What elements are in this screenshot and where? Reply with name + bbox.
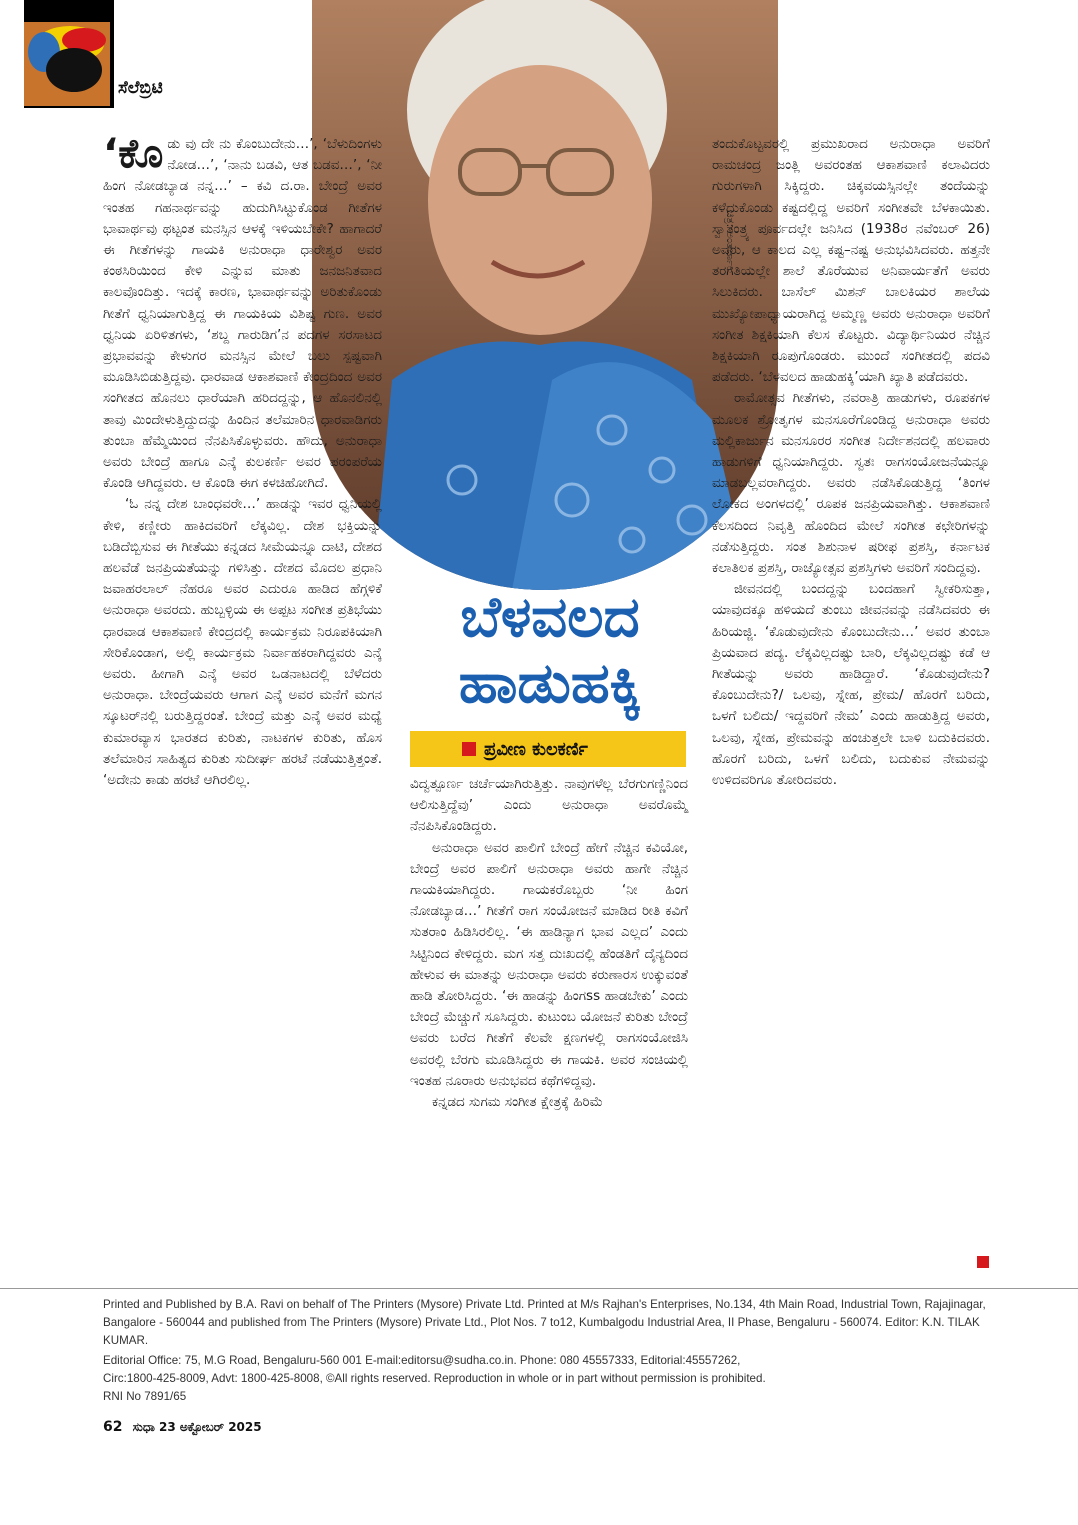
imprint-line: Printed and Published by B.A. Ravi on behalf of The Printers (Mysore) Private Ltd. Printed at M/s Rajhan's Enterprises, No.134, 4th Main Road, Industrial Town, Rajajinagar, Bangalore - 560044 and published from The Printers (Mysore) Private Ltd., Plot Nos. 7 to12, Kumbalgodu Industrial Area, II Phase, Bengaluru - 560074. Editor: K.N. TILAK KUMAR. — [103, 1298, 986, 1347]
logo-graphic — [24, 22, 114, 108]
imprint — [103, 1296, 991, 1406]
paragraph: ಕನ್ನಡದ ಸುಗಮ ಸಂಗೀತ ಕ್ಷೇತ್ರಕ್ಕೆ ಹಿರಿಮೆ — [432, 1094, 604, 1111]
issue-info: ಸುಧಾ 23 ಅಕ್ಟೋಬರ್ 2025 — [132, 1420, 262, 1434]
byline-marker — [462, 742, 476, 756]
lead-text: ಡು ವು ದೇ ನು ಕೊಂಬುದೇನು…’, ‘ಬೆಳುದಿಂಗಳು ನೋಡ…’, ‘ನಾನು ಬಡವಿ, ಆತ ಬಡವ…’, ‘ನೀ ಹಿಂಗ ನೋಡಬ್ಯಾಡ ನನ್ನ…’ – ಕವಿ ದ.ರಾ. ಬೇಂದ್ರೆ ಅವರ ಇಂತಹ ಗಹನಾರ್ಥವನ್ನು ಹುದುಗಿಸಿಟ್ಟುಕೊಂಡ ಗೀತೆಗಳ ಭಾವಾರ್ಥವು ಥಟ್ಟಂತ ಮನಸ್ಸಿನ ಆಳಕ್ಕೆ ಇಳಿಯಬೇಕೇ? ಹಾಗಾದರೆ ಈ ಗೀತೆಗಳನ್ನು ಗಾಯಕಿ ಅನುರಾಧಾ ಧಾರೇಶ್ವರ ಅವರ ಕಂಠಸಿರಿಯಿಂದ ಕೇಳಿ ಎನ್ನುವ ಮಾತು ಜನಜನಿತವಾದ ಕಾಲವೊಂದಿತ್ತು. ಇದಕ್ಕೆ ಕಾರಣ, ಭಾವಾರ್ಥವನ್ನು ಅರಿತುಕೊಂಡು ಗೀತೆಗೆ ಧ್ವನಿಯಾಗುತ್ತಿದ್ದ ಈ ಗಾಯಕಿಯ ವಿಶಿಷ್ಟ ಗುಣ. ಅವರ ಧ್ವನಿಯ ಏರಿಳಿತಗಳು, ‘ಶಬ್ದ ಗಾರುಡಿಗ’ನ ಪದಗಳ ಸರಸಾಟದ ಪ್ರಭಾವವನ್ನು ಕೇಳುಗರ ಮನಸ್ಸಿನ ಮೇಲೆ ಬಲು ಸ್ಪಷ್ಟವಾಗಿ ಮೂಡಿಸಿಬಿಡುತ್ತಿದ್ದವು. ಧಾರವಾಡ ಆಕಾಶವಾಣಿ ಕೇಂದ್ರದಿಂದ ಅವರ ಸಂಗೀತದ ಹೊನಲು ಧಾರೆಯಾಗಿ ಹರಿದದ್ದನ್ನು, ಆ ಹೊನಲಿನಲ್ಲಿ ತಾವು ಮಿಂದೇಳುತ್ತಿದ್ದುದನ್ನು ಹಿಂದಿನ ತಲೆಮಾರಿನ ಧಾರವಾಡಿಗರು ತುಂಬಾ ಹೆಮ್ಮೆಯಿಂದ ನೆನಪಿಸಿಕೊಳ್ಳುವರು. ಹೌದು, ಅನುರಾಧಾ ಅವರು ಬೇಂದ್ರೆ ಹಾಗೂ ಎನ್ಕೆ ಕುಲಕರ್ಣಿ ಅವರ ಪರಂಪರೆಯ ಕೊಂಡಿ ಆಗಿದ್ದವರು. ಆ ಕೊಂಡಿ ಈಗ ಕಳಚಿಹೋಗಿದೆ. — [103, 136, 382, 492]
footer-rule — [0, 1288, 1078, 1289]
column-3 — [712, 134, 990, 791]
section-label: ಸೆಲೆಬ್ರಿಟಿ — [118, 78, 163, 98]
paragraph: ತಂದುಕೊಟ್ಟವರಲ್ಲಿ ಪ್ರಮುಖರಾದ ಅನುರಾಧಾ ಅವರಿಗೆ ರಾಮಚಂದ್ರ ಜಂತ್ಲಿ ಅವರಂತಹ ಆಕಾಶವಾಣಿ ಕಲಾವಿದರು ಗುರುಗಳಾಗಿ ಸಿಕ್ಕಿದ್ದರು. ಚಿಕ್ಕವಯಸ್ಸಿನಲ್ಲೇ ತಂದೆಯನ್ನು ಕಳೆದುಕೊಂಡು ಕಷ್ಟದಲ್ಲಿದ್ದ ಅವರಿಗೆ ಸಂಗೀತವೇ ಬೆಳಕಾಯಿತು. ಸ್ವಾತಂತ್ರ್ಯ ಪೂರ್ವದಲ್ಲೇ ಜನಿಸಿದ (1938ರ ನವೆಂಬರ್ 26) ಅವರು, ಆ ಕಾಲದ ಎಲ್ಲ ಕಷ್ಟ–ನಷ್ಟ ಅನುಭವಿಸಿದವರು. ಹತ್ತನೇ ತರಗತಿಯಲ್ಲೇ ಶಾಲೆ ತೊರೆಯುವ ಅನಿವಾರ್ಯತೆಗೆ ಅವರು ಸಿಲುಕಿದರು. ಬಾಸೆಲ್ ಮಿಶನ್ ಬಾಲಕಿಯರ ಶಾಲೆಯ ಮುಖ್ಯೋಪಾಧ್ಯಾಯರಾಗಿದ್ದ ಅಮ್ಮಣ್ಣ ಅವರು ಅನುರಾಧಾ ಅವರಿಗೆ ಸಂಗೀತ ಶಿಕ್ಷಕಿಯಾಗಿ ಕೆಲಸ ಕೊಟ್ಟರು. ವಿದ್ಯಾರ್ಥಿನಿಯರ ನೆಚ್ಚಿನ ಶಿಕ್ಷಕಿಯಾಗಿ ರೂಪುಗೊಂಡರು. ಮುಂದೆ ಸಂಗೀತದಲ್ಲಿ ಪದವಿ ಪಡೆದರು. ‘ಬೆಳವಲದ ಹಾಡುಹಕ್ಕಿ’ಯಾಗಿ ಖ್ಯಾತಿ ಪಡೆದವರು. — [712, 136, 990, 386]
byline-author: ಪ್ರವೀಣ ಕುಲಕರ್ಣಿ — [484, 738, 588, 760]
photo-credit: ಚಿತ್ರ: ಅಂತರ್ಜಾಲ — [724, 210, 737, 273]
drop-cap: ‘ಕೊ — [103, 131, 164, 177]
paragraph: ರಾಮೋತ್ಸವ ಗೀತೆಗಳು, ನವರಾತ್ರಿ ಹಾಡುಗಳು, ರೂಪಕಗಳ ಮೂಲಕ ಶ್ರೋತೃಗಳ ಮನಸೂರೆಗೊಂಡಿದ್ದ ಅನುರಾಧಾ ಅವರು ಮಲ್ಲಿಕಾರ್ಜುನ ಮನಸೂರರ ಸಂಗೀತ ನಿರ್ದೇಶನದಲ್ಲಿ ಹಲವಾರು ಹಾಡುಗಳಿಗೆ ಧ್ವನಿಯಾಗಿದ್ದರು. ಸ್ವತಃ ರಾಗಸಂಯೋಜನೆಯನ್ನೂ ಮಾಡಬಲ್ಲವರಾಗಿದ್ದರು. ಅವರು ನಡೆಸಿಕೊಡುತ್ತಿದ್ದ ‘ತಿಂಗಳ ಲೋಕದ ಅಂಗಳದಲ್ಲಿ’ ರೂಪಕ ಜನಪ್ರಿಯವಾಗಿತ್ತು. ಆಕಾಶವಾಣಿ ಕೆಲಸದಿಂದ ನಿವೃತ್ತಿ ಹೊಂದಿದ ಮೇಲೆ ಸಂಗೀತ ಕಛೇರಿಗಳನ್ನು ನಡೆಸುತ್ತಿದ್ದರು. ಸಂತ ಶಿಶುನಾಳ ಷರೀಫ ಪ್ರಶಸ್ತಿ, ಕರ್ನಾಟಕ ಕಲಾತಿಲಕ ಪ್ರಶಸ್ತಿ, ರಾಜ್ಯೋತ್ಸವ ಪ್ರಶಸ್ತಿಗಳು ಅವರಿಗೆ ಸಂದಿದ್ದವು. — [712, 390, 990, 577]
paragraph: ಜೀವನದಲ್ಲಿ ಬಂದದ್ದನ್ನು ಬಂದಹಾಗೆ ಸ್ವೀಕರಿಸುತ್ತಾ, ಯಾವುದಕ್ಕೂ ಹಳಿಯದೆ ತುಂಬು ಜೀವನವನ್ನು ನಡೆಸಿದವರು ಈ ಹಿರಿಯಜ್ಜಿ. ‘ಕೊಡುವುದೇನು ಕೊಂಬುದೇನು…’ ಅವರ ತುಂಬಾ ಪ್ರಿಯವಾದ ಪದ್ಯ. ಲೆಕ್ಕವಿಲ್ಲದಷ್ಟು ಬಾರಿ, ಲೆಕ್ಕವಿಲ್ಲದಷ್ಟು ಕಡೆ ಆ ಗೀತೆಯನ್ನು ಅವರು ಹಾಡಿದ್ದಾರೆ. ‘ಕೊಡುವುದೇನು? ಕೊಂಬುದೇನು?/ ಒಲವು, ಸ್ನೇಹ, ಪ್ರೇಮ/ ಹೊರಗೆ ಬರಿದು, ಒಳಗೆ ಬಲಿದು/ ಇದ್ದವರಿಗೆ ನೇಮ’ ಎಂದು ಹಾಡುತ್ತಿದ್ದ ಅವರು, ಒಲವು, ಸ್ನೇಹ, ಪ್ರೇಮವನ್ನು ಹಂಚುತ್ತಲೇ ಬಾಳಿ ಬದುಕಿದವರು. ಹೊರಗೆ ಬರಿದು, ಒಳಗೆ ಬಲಿದು, ಬದುಕುವ ನೇಮವನ್ನು ಉಳಿದವರಿಗೂ ತೋರಿದವರು. — [712, 581, 990, 789]
imprint-line: Editorial Office: 75, M.G Road, Bengaluru-560 001 E-mail:editorsu@sudha.co.in. Phone: 080 45557333, Editorial:45557262, — [103, 1354, 741, 1367]
magazine-logo — [24, 0, 114, 108]
imprint-line: RNI No 7891/65 — [103, 1390, 187, 1403]
page-number: 62 — [103, 1419, 123, 1435]
column-1 — [103, 131, 382, 791]
paragraph: ‘ಓ ನನ್ನ ದೇಶ ಬಾಂಧವರೇ…’ ಹಾಡನ್ನು ಇವರ ಧ್ವನಿಯಲ್ಲಿ ಕೇಳಿ, ಕಣ್ಣೀರು ಹಾಕಿದವರಿಗೆ ಲೆಕ್ಕವಿಲ್ಲ. ದೇಶ ಭಕ್ತಿಯನ್ನು ಬಡಿದೆಬ್ಬಿಸುವ ಈ ಗೀತೆಯು ಕನ್ನಡದ ಸೀಮೆಯನ್ನೂ ದಾಟಿ, ದೇಶದ ಹಲವೆಡೆ ಜನಪ್ರಿಯತೆಯನ್ನು ಗಳಿಸಿತ್ತು. ದೇಶದ ಮೊದಲ ಪ್ರಧಾನಿ ಜವಾಹರಲಾಲ್ ನೆಹರೂ ಅವರ ಎದುರೂ ಹಾಡಿದ ಹೆಗ್ಗಳಿಕೆ ಅನುರಾಧಾ ಅವರದು. ಹುಬ್ಬಳ್ಳಿಯ ಈ ಅಪ್ಪಟ ಸಂಗೀತ ಪ್ರತಿಭೆಯು ಧಾರವಾಡ ಆಕಾಶವಾಣಿ ಕೇಂದ್ರದಲ್ಲಿ ಕಾರ್ಯಕ್ರಮ ನಿರೂಪಕಿಯಾಗಿ ಸೇರಿಕೊಂಡಾಗ, ಅಲ್ಲಿ ಕಾರ್ಯಕ್ರಮ ನಿರ್ವಾಹಕರಾಗಿದ್ದವರು ಎನ್ಕೆ ಅವರು. ಹೀಗಾಗಿ ಎನ್ಕೆ ಅವರ ಒಡನಾಟದಲ್ಲಿ ಬೆಳೆದರು ಅನುರಾಧಾ. ಬೇಂದ್ರೆಯವರು ಆಗಾಗ ಎನ್ಕೆ ಅವರ ಮನೆಗೆ ಮಗನ ಸ್ಕೂಟರ್‌ನಲ್ಲಿ ಬರುತ್ತಿದ್ದರಂತೆ. ಬೇಂದ್ರೆ ಮತ್ತು ಎನ್ಕೆ ಅವರ ಮಧ್ಯೆ ಕುಮಾರವ್ಯಾಸ ಭಾರತದ ಕುರಿತು, ನಾಟಕಗಳ ಕುರಿತು, ಹೊಸ ತಲೆಮಾರಿನ ಸಾಹಿತ್ಯದ ಕುರಿತು ಸುದೀರ್ಘ ಹರಟೆ ನಡೆಯುತ್ತಿತ್ತಂತೆ. ‘ಅದೇನು ಕಾಡು ಹರಟೆ ಆಗಿರಲಿಲ್ಲ. — [103, 496, 382, 789]
article-title-line2: ಹಾಡುಹಕ್ಕಿ — [458, 651, 642, 716]
column-2 — [410, 774, 688, 1113]
end-mark — [977, 1256, 989, 1268]
paragraph: ವಿದ್ವತ್ಪೂರ್ಣ ಚರ್ಚೆಯಾಗಿರುತ್ತಿತ್ತು. ನಾವುಗಳೆಲ್ಲ ಬೆರಗುಗಣ್ಣಿನಿಂದ ಆಲಿಸುತ್ತಿದ್ದೆವು’ ಎಂದು ಅನುರಾಧಾ ಅವರೊಮ್ಮೆ ನೆನಪಿಸಿಕೊಂಡಿದ್ದರು. — [410, 776, 688, 835]
page-footer — [103, 1419, 262, 1435]
lead-paragraph — [103, 131, 382, 494]
imprint-line: Circ:1800-425-8009, Advt: 1800-425-8008, ©All rights reserved. Reproduction in whole or in part without permission is prohibited. — [103, 1372, 766, 1385]
article-title-line1: ಬೆಳವಲದ — [460, 585, 640, 650]
paragraph: ಅನುರಾಧಾ ಅವರ ಪಾಲಿಗೆ ಬೇಂದ್ರೆ ಹೇಗೆ ನೆಚ್ಚಿನ ಕವಿಯೋ, ಬೇಂದ್ರೆ ಅವರ ಪಾಲಿಗೆ ಅನುರಾಧಾ ಅವರು ಹಾಗೇ ನೆಚ್ಚಿನ ಗಾಯಕಿಯಾಗಿದ್ದರು. ಗಾಯಕರೊಬ್ಬರು ‘ನೀ ಹಿಂಗ ನೋಡಬ್ಯಾಡ…’ ಗೀತೆಗೆ ರಾಗ ಸಂಯೋಜನೆ ಮಾಡಿದ ರೀತಿ ಕವಿಗೆ ಸುತರಾಂ ಹಿಡಿಸಿರಲಿಲ್ಲ. ‘ಈ ಹಾಡಿನ್ಯಾಗ ಭಾವ ಎಲ್ಲದ’ ಎಂದು ಸಿಟ್ಟಿನಿಂದ ಕೇಳಿದ್ದರು. ಮಗ ಸತ್ತ ದುಃಖದಲ್ಲಿ ಹೆಂಡತಿಗೆ ದೈನ್ಯದಿಂದ ಹೇಳುವ ಈ ಮಾತನ್ನು ಅನುರಾಧಾ ಅವರು ಕರುಣಾರಸ ಉಕ್ಕುವಂತೆ ಹಾಡಿ ತೋರಿಸಿದ್ದರು. ‘ಈ ಹಾಡನ್ನು ಹಿಂಗss ಹಾಡಬೇಕು’ ಎಂದು ಬೇಂದ್ರೆ ಮೆಚ್ಚುಗೆ ಸೂಸಿದ್ದರು. ಕುಟುಂಬ ಯೋಜನೆ ಕುರಿತು ಬೇಂದ್ರೆ ಅವರು ಬರೆದ ಗೀತೆಗೆ ಕೆಲವೇ ಕ್ಷಣಗಳಲ್ಲಿ ರಾಗಸಂಯೋಜಿಸಿ ಅವರಲ್ಲಿ ಬೆರಗು ಮೂಡಿಸಿದ್ದರು ಈ ಗಾಯಕಿ. ಅವರ ಸಂಚಿಯಲ್ಲಿ ಇಂತಹ ನೂರಾರು ಅನುಭವದ ಕಥೆಗಳಿದ್ದವು. — [410, 839, 688, 1089]
byline-bar — [410, 731, 686, 767]
